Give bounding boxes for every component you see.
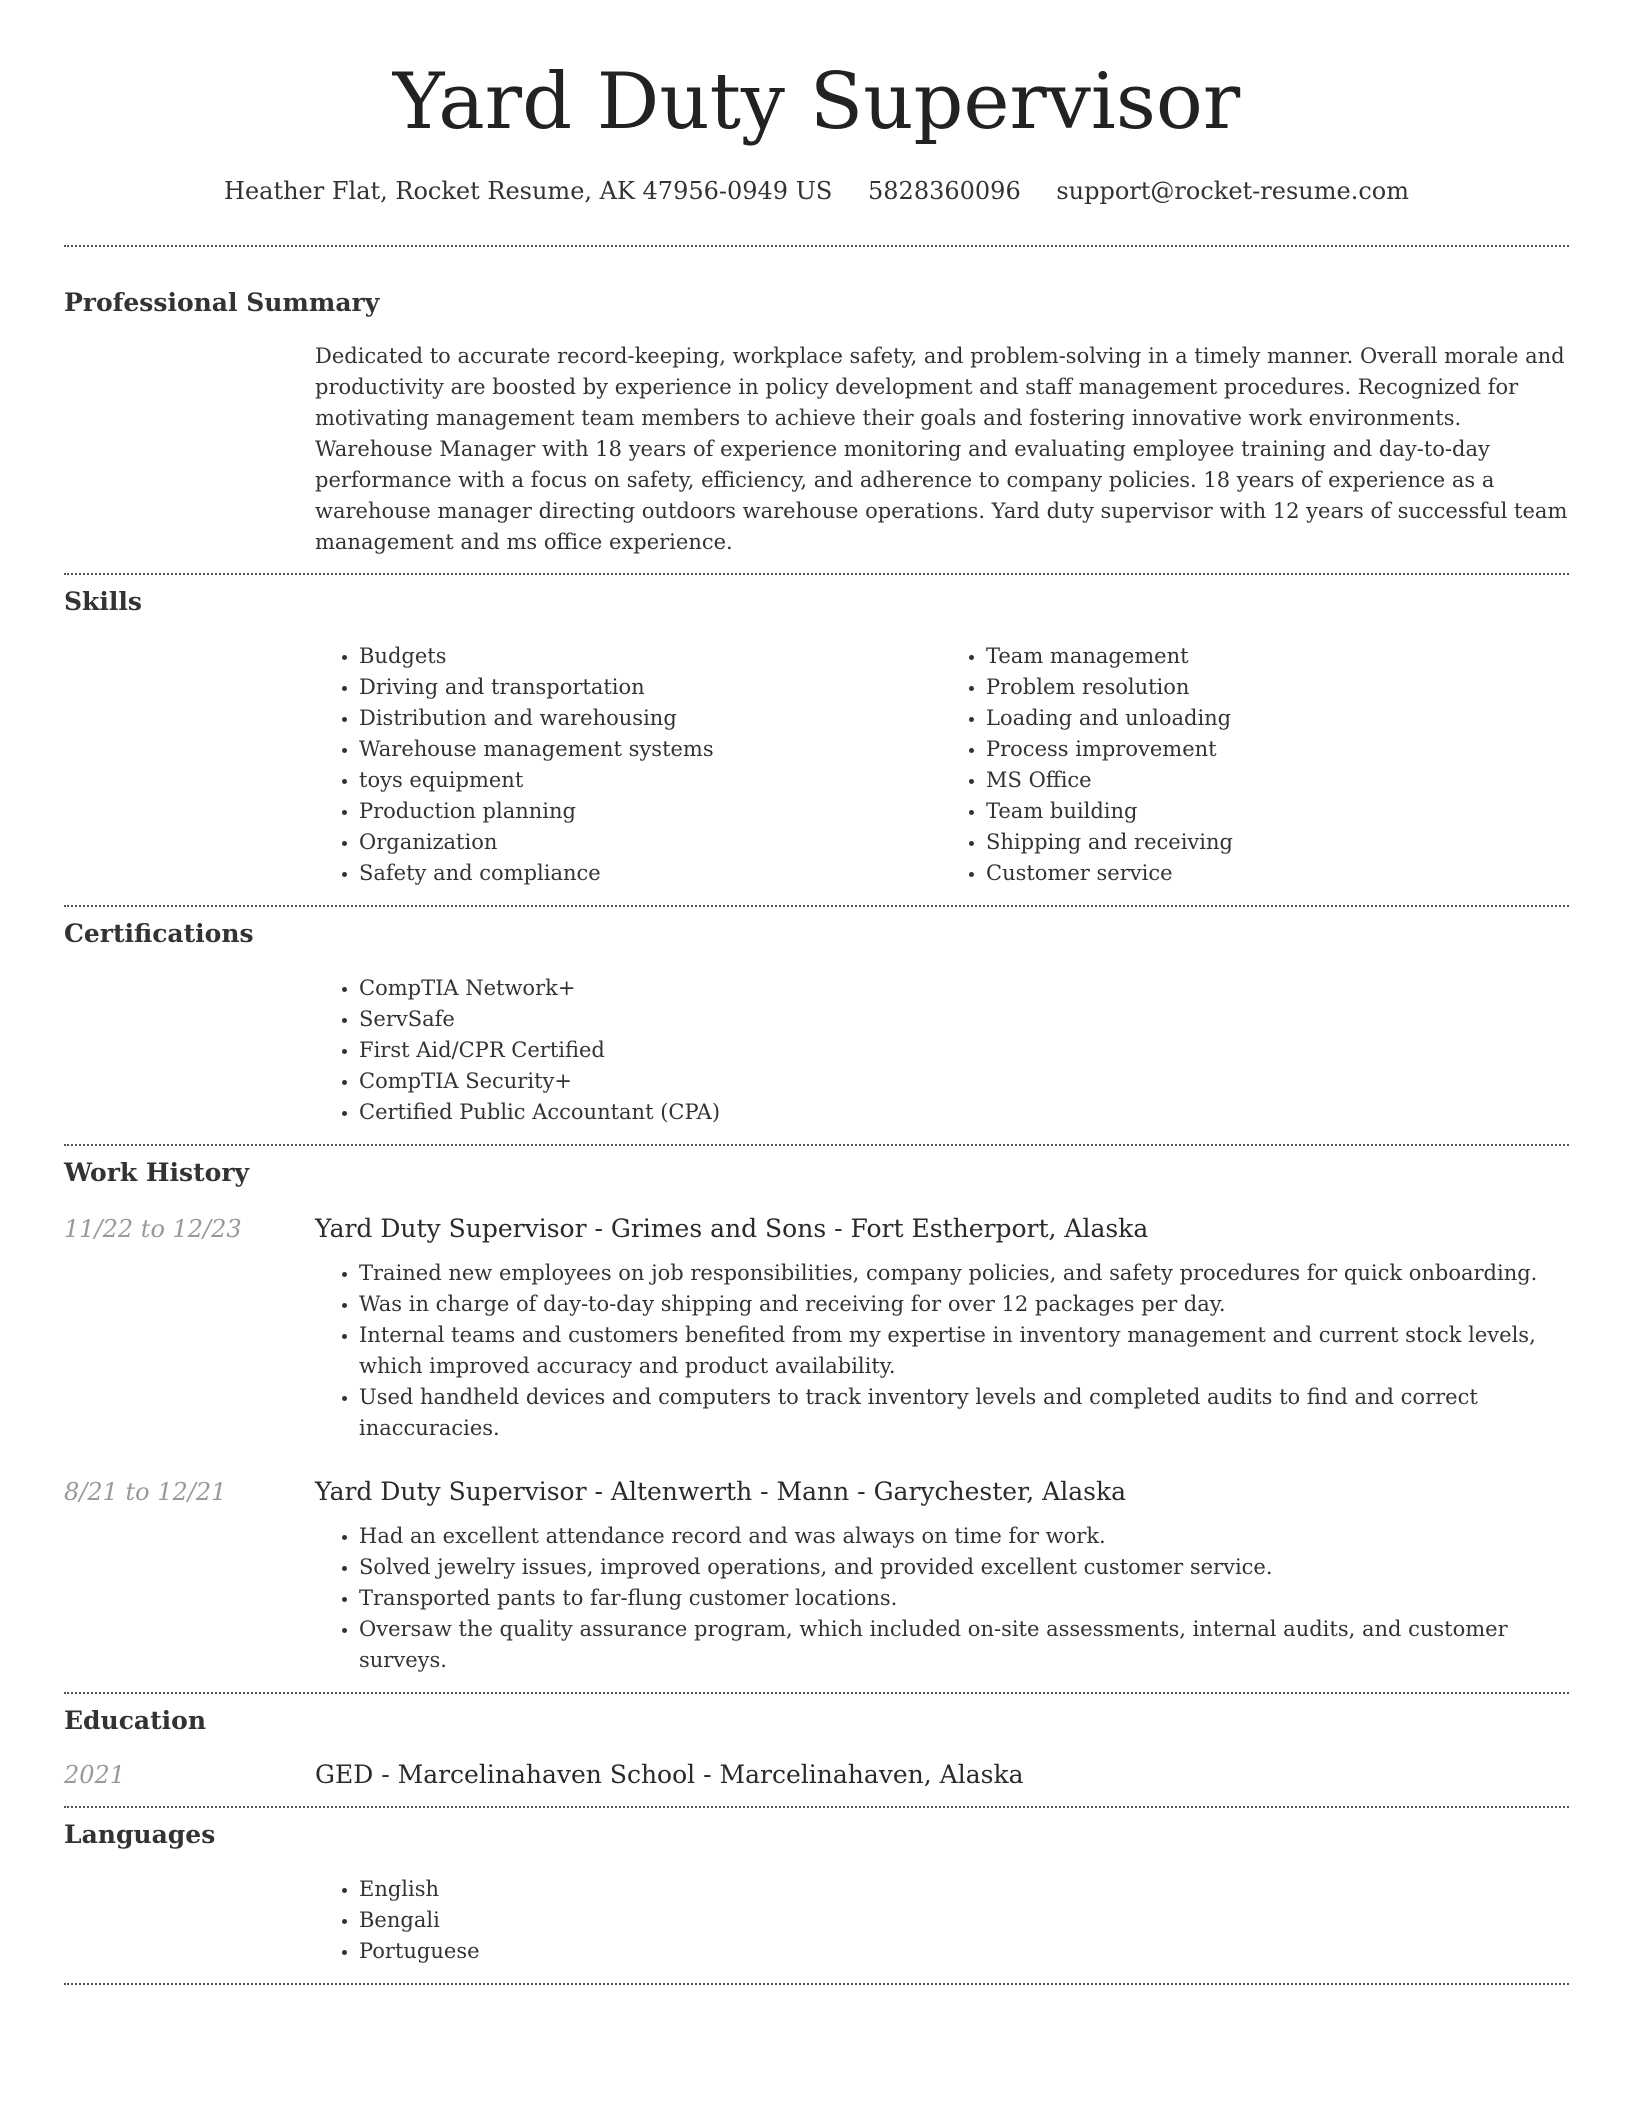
- list-item: • Production planning: [359, 796, 942, 827]
- contact-phone: 5828360096: [868, 177, 1021, 205]
- education-entry: [64, 1758, 1569, 1792]
- list-item: • toys equipment: [359, 765, 942, 796]
- list-item: • Team building: [986, 796, 1569, 827]
- job-entry: [64, 1475, 1569, 1676]
- job-header: [64, 1475, 1569, 1509]
- list-item: • Had an excellent attendance record and was always on time for work.: [359, 1521, 1569, 1552]
- list-item: • CompTIA Security+: [359, 1066, 1569, 1097]
- languages-body: [315, 1874, 1569, 1967]
- job-heading: Yard Duty Supervisor - Altenwerth - Mann - Garychester, Alaska: [315, 1477, 1127, 1506]
- job-entry: [64, 1212, 1569, 1444]
- list-item: • Organization: [359, 827, 942, 858]
- list-item: • Oversaw the quality assurance program, which included on-site assessments, internal audits, and customer surveys.: [359, 1614, 1569, 1676]
- list-item: • Budgets: [359, 641, 942, 672]
- list-item: • English: [359, 1874, 1569, 1905]
- job-bullets: [315, 1521, 1569, 1676]
- certifications-list: [315, 973, 1569, 1128]
- section-title: Education: [64, 1706, 207, 1735]
- list-item: • CompTIA Network+: [359, 973, 1569, 1004]
- list-item: • Transported pants to far-flung customer locations.: [359, 1583, 1569, 1614]
- summary-text: Dedicated to accurate record-keeping, workplace safety, and problem-solving in a timely manner. Overall morale and productivity are boosted by experience in policy development and staff management procedures. Recognized for motivating management team members to achieve their goals and fostering innovative work environments. Warehouse Manager with 18 years of experience monitoring and evaluating employee training and day-to-day performance with a focus on safety, efficiency, and adherence to company policies. 18 years of experience as a warehouse manager directing outdoors warehouse operations. Yard duty supervisor with 12 years of successful team management and ms office experience.: [315, 344, 1568, 554]
- list-item: • Solved jewelry issues, improved operations, and provided excellent customer service.: [359, 1552, 1569, 1583]
- education-heading: GED - Marcelinahaven School - Marcelinahaven, Alaska: [315, 1760, 1024, 1789]
- list-item: • Problem resolution: [986, 672, 1569, 703]
- list-item: • Portuguese: [359, 1936, 1569, 1967]
- languages-section: [64, 1808, 1569, 1967]
- list-item: • Distribution and warehousing: [359, 703, 942, 734]
- certifications-body: [315, 973, 1569, 1128]
- list-item: • Certified Public Accountant (CPA): [359, 1097, 1569, 1128]
- contact-line: [64, 174, 1569, 208]
- section-title: Skills: [64, 587, 142, 616]
- skills-grid: [315, 641, 1569, 889]
- list-item: • Used handheld devices and computers to track inventory levels and completed audits to find and correct inaccuracies.: [359, 1382, 1569, 1444]
- skills-list-left: [315, 641, 942, 889]
- skills-list-right: [942, 641, 1569, 889]
- list-item: • Internal teams and customers benefited from my expertise in inventory management and current stock levels, which improved accuracy and product availability.: [359, 1320, 1569, 1382]
- job-dates: 11/22 to 12/23: [64, 1215, 242, 1243]
- list-item: • Bengali: [359, 1905, 1569, 1936]
- divider: [64, 1983, 1569, 1985]
- job-body: [315, 1521, 1569, 1676]
- list-item: • Driving and transportation: [359, 672, 942, 703]
- education-year: 2021: [64, 1761, 126, 1789]
- list-item: • ServSafe: [359, 1004, 1569, 1035]
- skills-section: [64, 575, 1569, 889]
- list-item: • Was in charge of day-to-day shipping and receiving for over 12 packages per day.: [359, 1289, 1569, 1320]
- job-header: [64, 1212, 1569, 1246]
- work-history-section: [64, 1146, 1569, 1676]
- section-title: Languages: [64, 1820, 216, 1849]
- languages-list: [315, 1874, 1569, 1967]
- list-item: • Loading and unloading: [986, 703, 1569, 734]
- list-item: • Trained new employees on job responsibilities, company policies, and safety procedures for quick onboarding.: [359, 1258, 1569, 1289]
- education-section: [64, 1694, 1569, 1792]
- summary-section: [64, 247, 1569, 558]
- list-item: • MS Office: [986, 765, 1569, 796]
- list-item: • Warehouse management systems: [359, 734, 942, 765]
- job-body: [315, 1258, 1569, 1444]
- resume-name: Yard Duty Supervisor: [392, 57, 1241, 147]
- list-item: • Team management: [986, 641, 1569, 672]
- job-dates: 8/21 to 12/21: [64, 1478, 227, 1506]
- list-item: • Safety and compliance: [359, 858, 942, 889]
- list-item: • First Aid/CPR Certified: [359, 1035, 1569, 1066]
- list-item: • Customer service: [986, 858, 1569, 889]
- list-item: • Shipping and receiving: [986, 827, 1569, 858]
- section-title: Certifications: [64, 919, 254, 948]
- contact-address: Heather Flat, Rocket Resume, AK 47956-0949 US: [224, 177, 833, 205]
- job-heading: Yard Duty Supervisor - Grimes and Sons - Fort Estherport, Alaska: [315, 1214, 1149, 1243]
- section-title: Work History: [64, 1158, 250, 1187]
- section-title: Professional Summary: [64, 288, 380, 317]
- job-bullets: [315, 1258, 1569, 1444]
- list-item: • Process improvement: [986, 734, 1569, 765]
- contact-email: support@rocket-resume.com: [1056, 177, 1409, 205]
- certifications-section: [64, 907, 1569, 1128]
- resume-page: [64, 0, 1569, 1985]
